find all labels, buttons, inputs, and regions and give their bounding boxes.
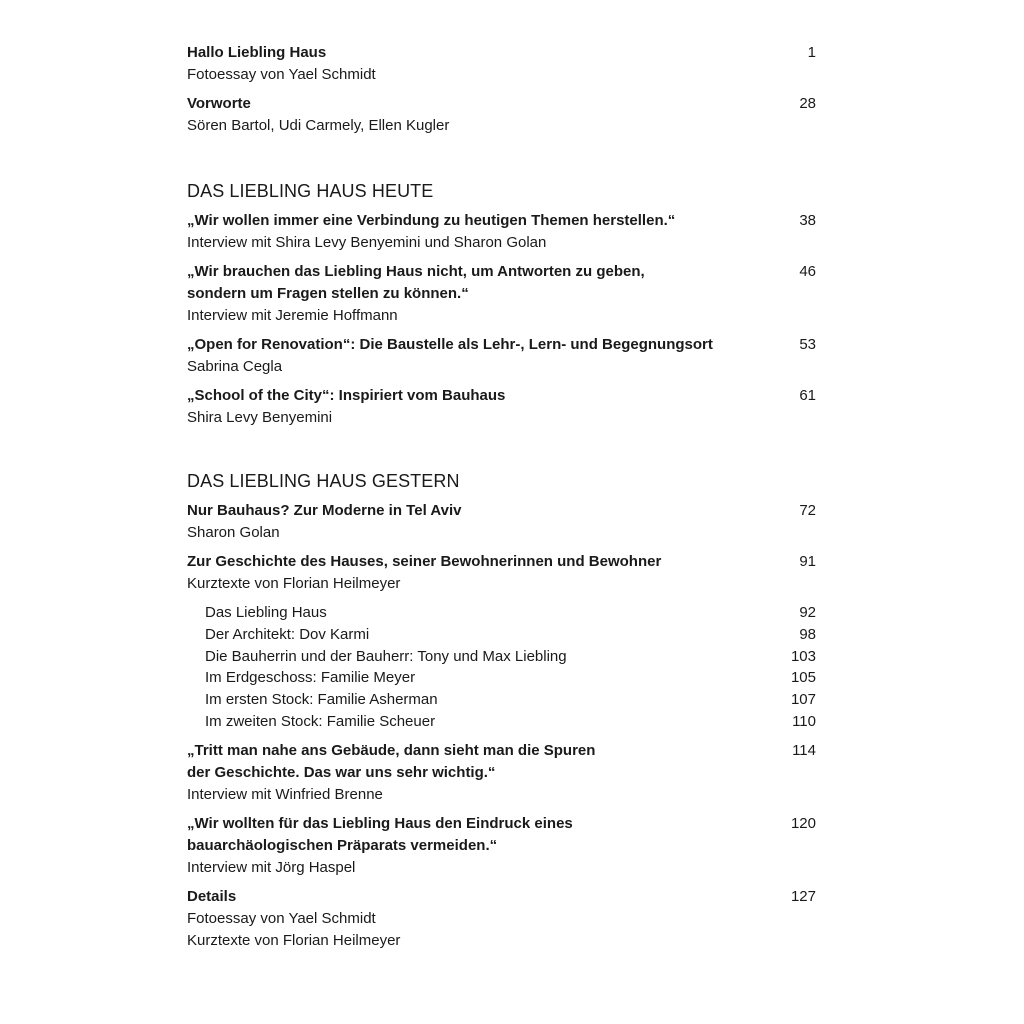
toc-entry-53[interactable] bbox=[187, 334, 816, 378]
sub-entry-label: Die Bauherrin und der Bauherr: Tony und Max Liebling bbox=[205, 647, 567, 665]
sub-entry-page-number: 105 bbox=[790, 669, 816, 687]
entry-subtitle: Kurztexte von Florian Heilmeyer bbox=[187, 931, 401, 949]
entry-title: Hallo Liebling Haus bbox=[187, 44, 327, 61]
sub-entry-page-number: 110 bbox=[792, 712, 816, 730]
toc-entry-91[interactable] bbox=[187, 551, 816, 595]
sub-entry-label: Im ersten Stock: Familie Asherman bbox=[205, 691, 438, 709]
entry-title-line-1: „Tritt man nahe ans Gebäude, dann sieht man die Spuren bbox=[187, 741, 596, 759]
entry-title: „Wir wollen immer eine Verbindung zu heutigen Themen herstellen.“ bbox=[187, 212, 676, 229]
toc-entry-hallo[interactable] bbox=[187, 42, 816, 86]
entry-title: Details bbox=[187, 887, 237, 905]
entry-subtitle: Kurztexte von Florian Heilmeyer bbox=[187, 575, 401, 592]
toc-entry-72[interactable] bbox=[187, 500, 816, 544]
entry-title: „School of the City“: Inspiriert vom Bauhaus bbox=[187, 387, 506, 404]
entry-page-number: 28 bbox=[799, 95, 816, 112]
sub-entry-page-number: 107 bbox=[790, 691, 816, 709]
sub-entry-page-number: 98 bbox=[799, 625, 816, 643]
entry-page-number: 38 bbox=[799, 212, 816, 229]
sub-entry-label: Im Erdgeschoss: Familie Meyer bbox=[205, 669, 416, 687]
entry-title-line-1: „Wir brauchen das Liebling Haus nicht, um Antworten zu geben, bbox=[187, 263, 645, 280]
entry-subtitle: Sören Bartol, Udi Carmely, Ellen Kugler bbox=[187, 117, 450, 134]
entry-subtitle: Fotoessay von Yael Schmidt bbox=[187, 66, 376, 83]
sub-entry[interactable] bbox=[205, 602, 816, 624]
entry-page-number: 120 bbox=[790, 814, 816, 832]
sub-entry[interactable] bbox=[205, 646, 816, 668]
sub-entry-list bbox=[187, 602, 816, 733]
sub-entry-page-number: 92 bbox=[799, 604, 816, 621]
entry-subtitle: Interview mit Winfried Brenne bbox=[187, 785, 383, 803]
entry-subtitle: Interview mit Jeremie Hoffmann bbox=[187, 307, 398, 324]
section-heading-gestern: DAS LIEBLING HAUS GESTERN bbox=[187, 471, 460, 491]
entry-title-line-2: bauarchäologischen Präparats vermeiden.“ bbox=[187, 836, 498, 854]
entry-subtitle: Sharon Golan bbox=[187, 524, 280, 541]
toc-entry-114[interactable] bbox=[187, 740, 816, 806]
sub-entry-label: Im zweiten Stock: Familie Scheuer bbox=[205, 712, 436, 730]
entry-page-number: 53 bbox=[799, 336, 816, 353]
entry-subtitle: Sabrina Cegla bbox=[187, 358, 283, 375]
entry-title: Vorworte bbox=[187, 95, 251, 112]
toc-entry-details[interactable] bbox=[187, 886, 816, 952]
entry-page-number: 72 bbox=[799, 502, 816, 519]
section-heading-heute: DAS LIEBLING HAUS HEUTE bbox=[187, 181, 434, 201]
sub-entry[interactable] bbox=[205, 667, 816, 689]
sub-entry-label: Der Architekt: Dov Karmi bbox=[205, 625, 370, 643]
sub-entry-label: Das Liebling Haus bbox=[205, 604, 327, 621]
toc-entry-46[interactable] bbox=[187, 261, 816, 327]
entry-subtitle: Interview mit Jörg Haspel bbox=[187, 858, 356, 876]
entry-subtitle: Shira Levy Benyemini bbox=[187, 409, 333, 426]
sub-entry[interactable] bbox=[205, 624, 816, 646]
entry-subtitle: Fotoessay von Yael Schmidt bbox=[187, 909, 376, 927]
sub-entry-page-number: 103 bbox=[790, 647, 816, 665]
sub-entry[interactable] bbox=[205, 711, 816, 733]
entry-page-number: 1 bbox=[807, 44, 816, 61]
table-of-contents bbox=[187, 42, 816, 952]
entry-title-line-2: sondern um Fragen stellen zu können.“ bbox=[187, 285, 469, 302]
toc-entry-vorworte[interactable] bbox=[187, 93, 816, 137]
entry-page-number: 46 bbox=[799, 263, 816, 280]
entry-subtitle: Interview mit Shira Levy Benyemini und Sharon Golan bbox=[187, 234, 547, 251]
entry-page-number: 91 bbox=[799, 553, 816, 570]
entry-page-number: 127 bbox=[790, 887, 816, 905]
entry-title: „Open for Renovation“: Die Baustelle als Lehr-, Lern- und Begegnungsort bbox=[187, 336, 713, 353]
entry-page-number: 61 bbox=[799, 387, 816, 404]
sub-entry[interactable] bbox=[205, 689, 816, 711]
toc-entry-120[interactable] bbox=[187, 813, 816, 879]
entry-title: Nur Bauhaus? Zur Moderne in Tel Aviv bbox=[187, 502, 462, 519]
entry-page-number: 114 bbox=[792, 741, 816, 759]
entry-title-line-2: der Geschichte. Das war uns sehr wichtig.“ bbox=[187, 763, 496, 781]
toc-entry-61[interactable] bbox=[187, 385, 816, 429]
entry-title: Zur Geschichte des Hauses, seiner Bewohnerinnen und Bewohner bbox=[187, 553, 662, 570]
entry-title-line-1: „Wir wollten für das Liebling Haus den Eindruck eines bbox=[187, 814, 573, 832]
toc-entry-38[interactable] bbox=[187, 210, 816, 254]
